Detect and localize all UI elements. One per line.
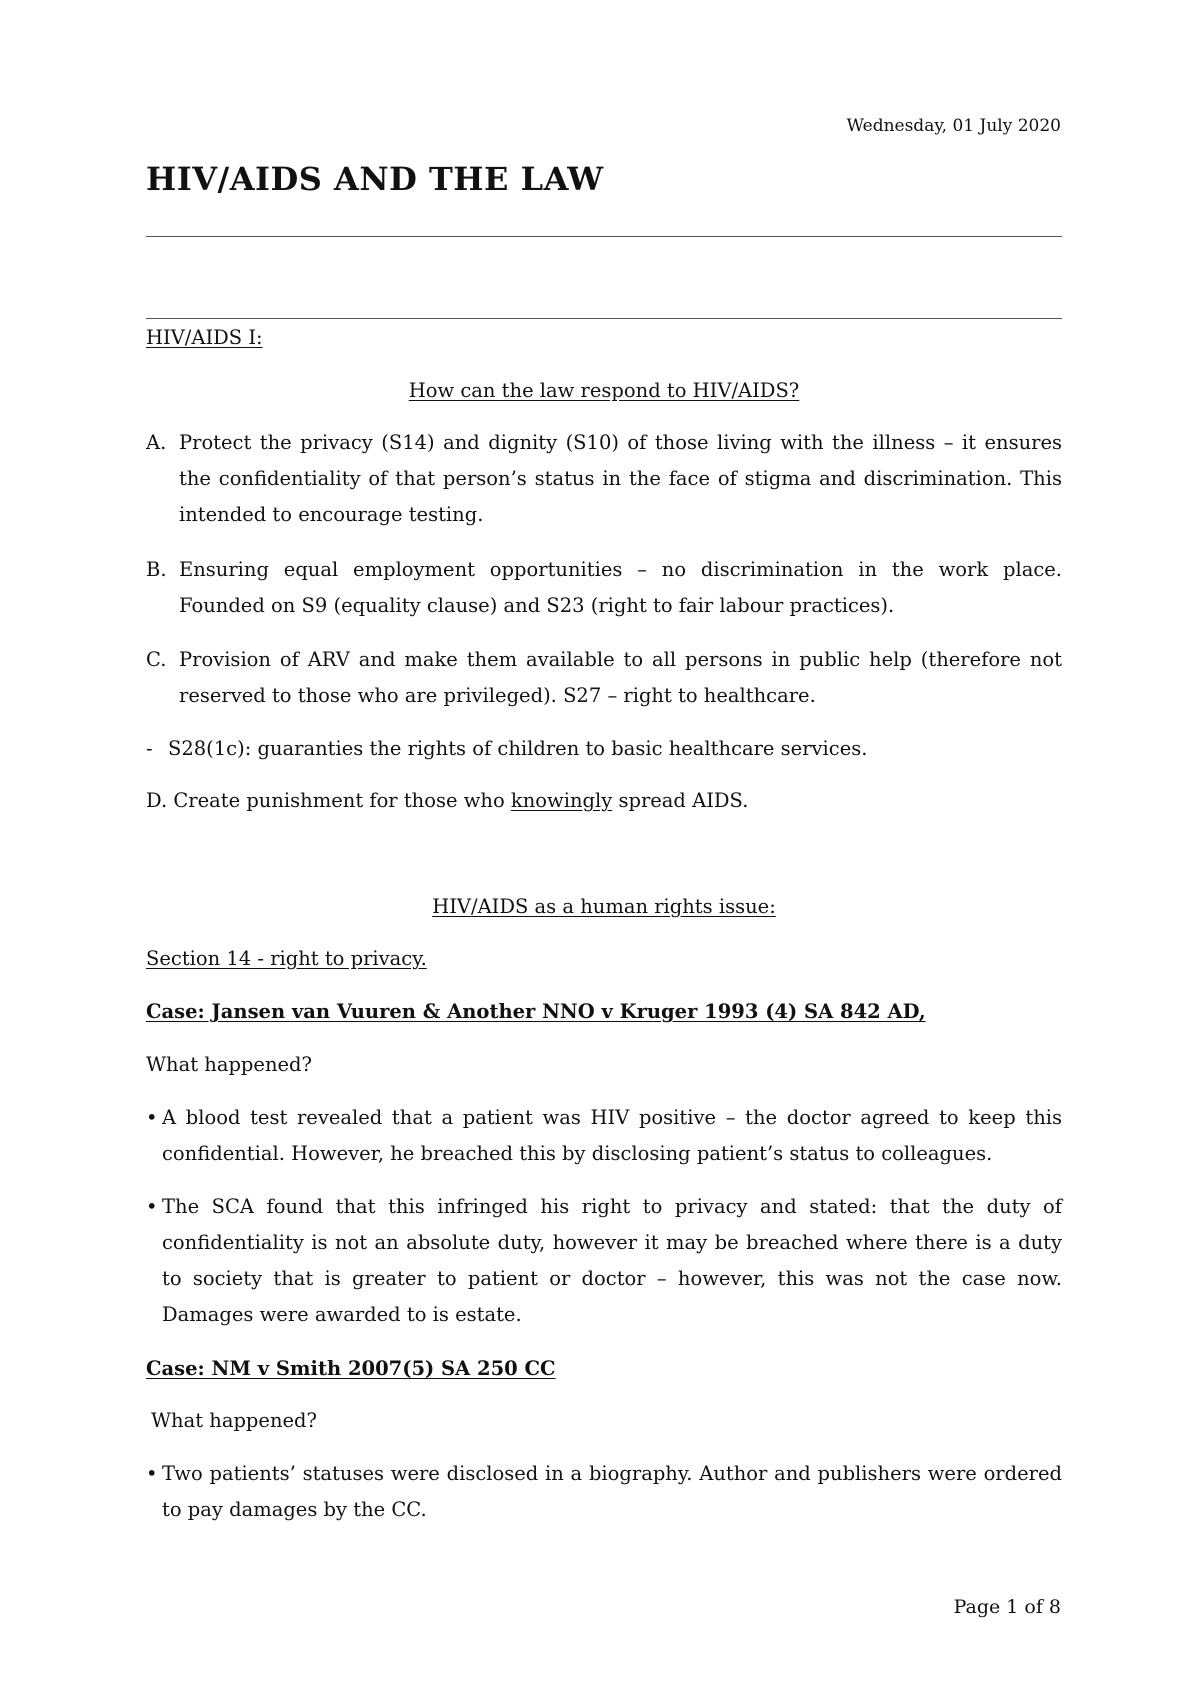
title-divider-bottom xyxy=(146,318,1062,319)
case-title-jansen: Case: Jansen van Vuuren & Another NNO v Kruger 1993 (4) SA 842 AD, xyxy=(146,1000,926,1023)
bullet-icon: • xyxy=(146,1195,158,1218)
case-title-nm-smith: Case: NM v Smith 2007(5) SA 250 CC xyxy=(146,1357,556,1380)
bullet-item xyxy=(146,1100,1062,1172)
question-heading: How can the law respond to HIV/AIDS? xyxy=(408,379,800,402)
sub-point-text: S28(1c): guaranties the rights of children to basic healthcare services. xyxy=(168,737,868,760)
bullet-text: The SCA found that this infringed his right to privacy and stated: that the duty of confidentiality is not an absolute duty, however it may be breached where there is a duty to society that is greater to patient or doctor – however, this was not the case now. Damages were awarded to is estate. xyxy=(162,1195,1062,1326)
list-marker: A. xyxy=(146,431,167,454)
list-item-c xyxy=(146,642,1062,714)
page-number: Page 1 of 8 xyxy=(953,1596,1061,1618)
case2-question: What happened? xyxy=(151,1409,317,1432)
list-item-text: Provision of ARV and make them available to all persons in public help (therefore not reserved to those who are privileged). S27 – right to healthcare. xyxy=(179,648,1062,707)
list-item-d xyxy=(146,783,748,819)
list-marker: D. xyxy=(146,789,168,812)
list-item-text-after: spread AIDS. xyxy=(612,789,749,812)
list-item-b xyxy=(146,552,1062,624)
emphasis-knowingly: knowingly xyxy=(510,789,613,812)
bullet-icon: • xyxy=(146,1462,158,1485)
section14-heading: Section 14 - right to privacy. xyxy=(146,947,427,970)
human-rights-heading: HIV/AIDS as a human rights issue: xyxy=(432,895,776,918)
case1-question: What happened? xyxy=(146,1053,312,1076)
list-marker: - xyxy=(146,737,153,760)
sub-point xyxy=(146,731,1062,767)
bullet-text: A blood test revealed that a patient was HIV positive – the doctor agreed to keep this confidential. However, he breached this by disclosing patient’s status to colleagues. xyxy=(162,1106,1062,1165)
list-marker: C. xyxy=(146,648,167,671)
bullet-icon: • xyxy=(146,1106,158,1129)
bullet-text: Two patients’ statuses were disclosed in a biography. Author and publishers were ordered to pay damages by the CC. xyxy=(162,1462,1062,1521)
document-date: Wednesday, 01 July 2020 xyxy=(846,116,1061,136)
document-title: HIV/AIDS AND THE LAW xyxy=(146,160,604,198)
list-item-a xyxy=(146,425,1062,533)
list-marker: B. xyxy=(146,558,167,581)
list-item-text: Ensuring equal employment opportunities – no discrimination in the work place. Founded on S9 (equality clause) and S23 (right to fair labour practices). xyxy=(179,558,1062,617)
title-divider-top xyxy=(146,236,1062,237)
bullet-item xyxy=(146,1189,1062,1333)
list-item-text-before: Create punishment for those who xyxy=(173,789,511,812)
bullet-item xyxy=(146,1456,1062,1528)
section-heading: HIV/AIDS I: xyxy=(146,326,263,349)
list-item-text: Protect the privacy (S14) and dignity (S10) of those living with the illness – it ensures the confidentiality of that person’s status in the face of stigma and discrimination. This intended to encourage testing. xyxy=(179,431,1062,526)
